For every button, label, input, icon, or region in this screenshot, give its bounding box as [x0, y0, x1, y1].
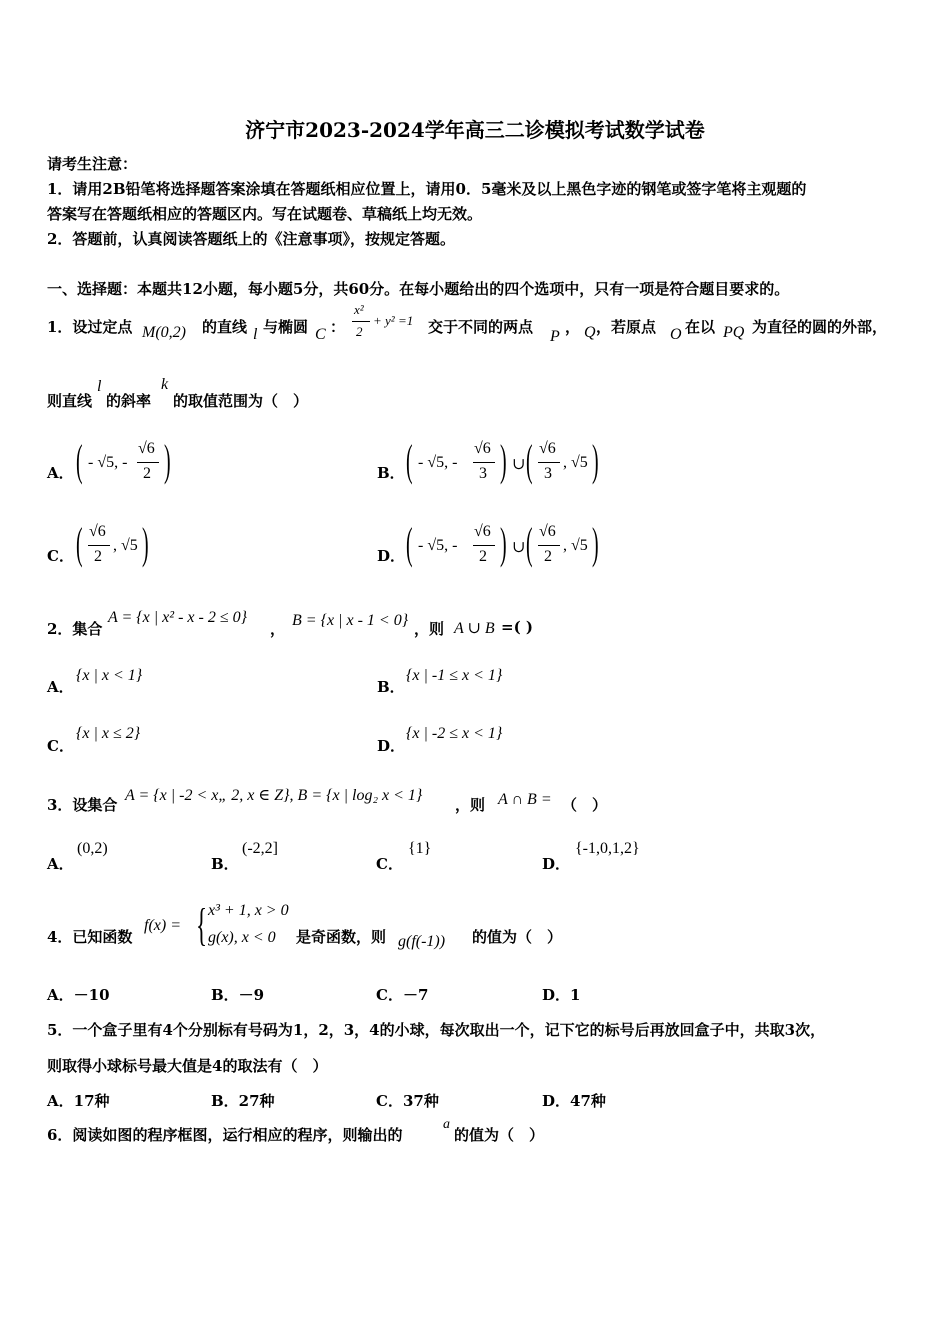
q1-math-q: Q — [584, 324, 596, 341]
q5-option-a[interactable]: A．17种 — [47, 1092, 110, 1110]
q1-eq-denominator: 2 — [356, 324, 363, 339]
q1-text-6: ， — [565, 318, 581, 336]
q4-option-c[interactable]: C．－7 — [376, 986, 429, 1004]
q2-union: A ∪ B — [454, 620, 495, 637]
q2-option-d-expr[interactable]: {x | -2 ≤ x < 1} — [406, 725, 503, 742]
q1-text-5: 交于不同的两点 — [428, 318, 534, 336]
q1-text-2: 的直线 — [202, 318, 248, 336]
q4-case-1: x³ + 1, x > 0 — [208, 902, 289, 919]
q1-text-3: 与椭圆 — [263, 318, 309, 336]
q1-math-point: M(0,2) — [142, 324, 186, 341]
q2-option-a-expr[interactable]: {x | x < 1} — [76, 667, 143, 684]
notice-heading: 请考生注意： — [47, 155, 138, 173]
q3-sets: A = {x | -2 < x„ 2, x ∈ Z}, B = {x | log₂ x < 1} — [125, 787, 423, 804]
page-title: 济宁市2023-2024学年高三二诊模拟考试数学试卷 — [245, 118, 705, 142]
q3-text-1: 3．设集合 — [47, 796, 118, 814]
q5-option-c[interactable]: C．37种 — [376, 1092, 439, 1110]
q1-option-d-label[interactable]: D． — [377, 547, 406, 565]
q2-text-3: ，则 — [414, 620, 445, 638]
q5-option-d[interactable]: D．47种 — [542, 1092, 606, 1110]
q1-text-7: ，若原点 — [596, 318, 657, 336]
q3-option-b-label[interactable]: B． — [211, 855, 239, 873]
q6-text-1: 6．阅读如图的程序框图，运行相应的程序，则输出的 — [47, 1126, 403, 1144]
notice-line-1b: 答案写在答题纸相应的答题区内。写在试题卷、草稿纸上均无效。 — [47, 205, 483, 223]
q1-line2-math-k: k — [161, 376, 169, 393]
q1-eq-fraction-bar — [352, 321, 370, 322]
q4-composite: g(f(-1)) — [398, 933, 446, 950]
q2-set-b: B = {x | x - 1 < 0} — [292, 612, 409, 629]
q3-option-d-expr[interactable]: {-1,0,1,2} — [575, 840, 640, 857]
q1-math-ellipse: C — [315, 326, 326, 343]
q2-option-d-label[interactable]: D． — [377, 737, 406, 755]
q1-eq-rest: + y² =1 — [373, 313, 414, 328]
q1-text-4: ： — [330, 318, 346, 336]
q2-text-4: =( ) — [501, 618, 533, 636]
q1-text-8: 在以 — [685, 318, 716, 336]
q1-eq-numerator: x² — [354, 302, 364, 317]
q4-option-a[interactable]: A．－10 — [47, 986, 110, 1004]
q6-math-a: a — [443, 1117, 450, 1132]
q1-option-c-expr[interactable]: ( √6 2 , √5 ) — [76, 519, 149, 568]
q1-line2-text-3: 的取值范围为（ ） — [173, 392, 309, 410]
q3-option-c-expr[interactable]: {1} — [408, 840, 432, 857]
q4-brace: { — [196, 899, 208, 950]
q1-option-d-expr[interactable]: ( - √5, - √6 2 ) ∪ ( √6 2 , √5 ) — [406, 519, 599, 568]
q1-option-a-expr[interactable]: ( - √5, - √6 2 ) — [76, 436, 171, 485]
q4-function: f(x) = — [144, 917, 181, 934]
q1-option-a-label[interactable]: A． — [47, 464, 74, 482]
q1-line2-text-1: 则直线 — [47, 392, 93, 410]
q1-text-1: 1．设过定点 — [47, 318, 133, 336]
notice-line-1a: 1．请用2B铅笔将选择题答案涂填在答题纸相应位置上，请用0．5毫米及以上黑色字迹的钢笔或签字笔将主观题的 — [47, 180, 807, 198]
q4-option-d[interactable]: D．1 — [542, 986, 581, 1004]
q1-line2-text-2: 的斜率 — [106, 392, 152, 410]
q2-option-c-expr[interactable]: {x | x ≤ 2} — [76, 725, 141, 742]
q4-text-3: 的值为（ ） — [472, 928, 563, 946]
q2-option-a-label[interactable]: A． — [47, 678, 74, 696]
q4-case-2: g(x), x < 0 — [208, 929, 276, 946]
q2-set-a: A = {x | x² - x - 2 ≤ 0} — [108, 609, 248, 626]
q1-option-c-label[interactable]: C． — [47, 547, 74, 565]
q3-option-c-label[interactable]: C． — [376, 855, 403, 873]
q4-text-1: 4．已知函数 — [47, 928, 133, 946]
q2-option-b-expr[interactable]: {x | -1 ≤ x < 1} — [406, 667, 503, 684]
q3-intersection: A ∩ B = — [498, 791, 552, 808]
q2-option-c-label[interactable]: C． — [47, 737, 74, 755]
q1-option-b-label[interactable]: B． — [377, 464, 405, 482]
notice-line-2: 2．答题前，认真阅读答题纸上的《注意事项》，按规定答题。 — [47, 230, 455, 248]
q3-option-a-label[interactable]: A． — [47, 855, 74, 873]
q2-option-b-label[interactable]: B． — [377, 678, 405, 696]
q1-math-pq: PQ — [723, 324, 745, 341]
section-heading: 一、选择题：本题共12小题，每小题5分，共60分。在每小题给出的四个选项中，只有一项是符合题目要求的。 — [47, 280, 790, 298]
q1-line2-math-l: l — [97, 378, 102, 395]
q5-option-b[interactable]: B．27种 — [211, 1092, 275, 1110]
q2-text-1: 2．集合 — [47, 620, 103, 638]
q3-text-2: ，则 — [455, 796, 486, 814]
q1-option-b-expr[interactable]: ( - √5, - √6 3 ) ∪ ( √6 3 , √5 ) — [406, 436, 599, 485]
q3-option-d-label[interactable]: D． — [542, 855, 571, 873]
q2-text-2: ， — [270, 620, 286, 638]
q4-option-b[interactable]: B．－9 — [211, 986, 265, 1004]
q1-math-o: O — [670, 326, 682, 343]
q3-option-a-expr[interactable]: (0,2) — [77, 840, 108, 857]
q5-line-1: 5．一个盒子里有4个分别标有号码为1，2，3，4的小球，每次取出一个，记下它的标号后再放回盒子中，共取3次， — [47, 1021, 826, 1039]
q6-text-2: 的值为（ ） — [454, 1126, 545, 1144]
q1-math-p: P — [550, 328, 560, 345]
q4-text-2: 是奇函数，则 — [296, 928, 387, 946]
q5-line-2: 则取得小球标号最大值是4的取法有（ ） — [47, 1057, 328, 1075]
q3-option-b-expr[interactable]: (-2,2] — [242, 840, 278, 857]
q1-math-line: l — [253, 326, 258, 343]
q3-text-3: （ ） — [562, 796, 608, 814]
q1-text-9: 为直径的圆的外部， — [752, 318, 888, 336]
